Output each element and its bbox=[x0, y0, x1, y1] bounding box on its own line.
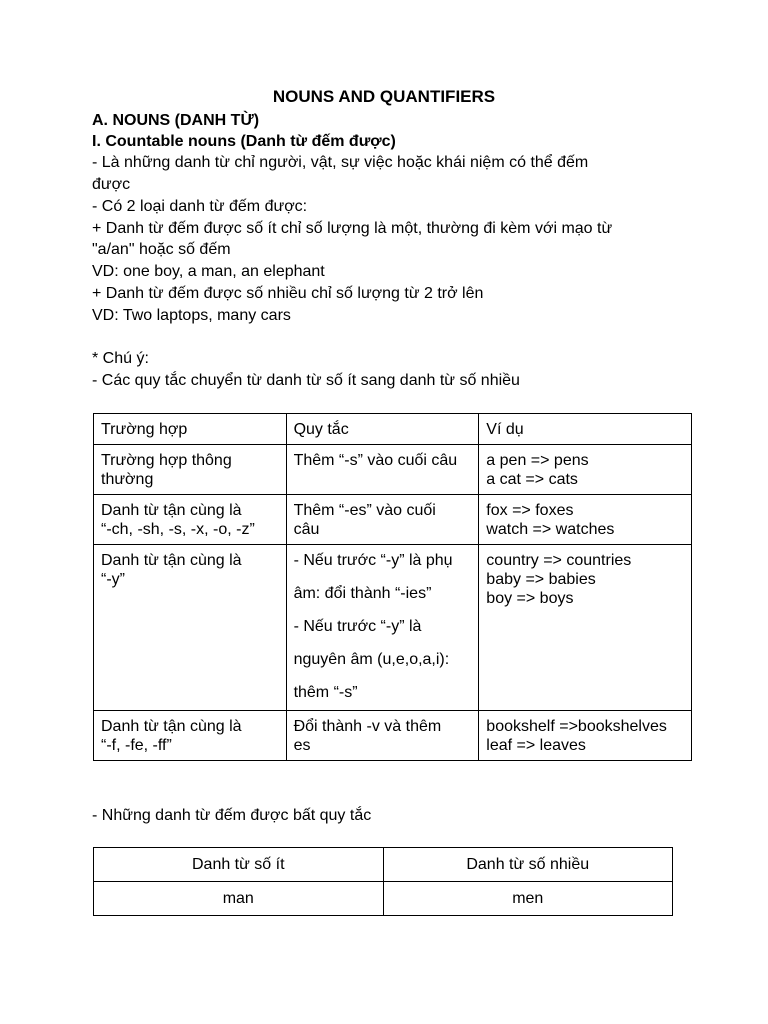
note-label: * Chú ý: bbox=[92, 350, 149, 367]
rule-cell: Đổi thành -v và thêm es bbox=[286, 711, 479, 761]
case-cell: Trường hợp thông thường bbox=[94, 445, 287, 495]
table-row bbox=[94, 711, 692, 761]
body-line: VD: Two laptops, many cars bbox=[92, 307, 291, 324]
table-row bbox=[94, 495, 692, 545]
table-header-row bbox=[94, 414, 692, 445]
note-text: - Các quy tắc chuyển từ danh từ số ít sang danh từ số nhiều bbox=[92, 372, 520, 389]
section-heading-a: A. NOUNS (DANH TỪ) bbox=[92, 112, 260, 129]
body-line: được bbox=[92, 176, 131, 193]
body-line: "a/an" hoặc số đếm bbox=[92, 241, 231, 258]
case-cell: Danh từ tận cùng là “-y” bbox=[94, 545, 287, 711]
plural-cell: men bbox=[383, 882, 673, 916]
header-cell-example: Ví dụ bbox=[479, 414, 692, 445]
irregular-intro: - Những danh từ đếm được bất quy tắc bbox=[92, 807, 372, 824]
document-title: NOUNS AND QUANTIFIERS bbox=[272, 87, 496, 106]
example-cell: country => countries baby => babies boy => boys bbox=[479, 545, 692, 711]
plural-rules-table bbox=[93, 413, 692, 761]
body-line: + Danh từ đếm được số nhiều chỉ số lượng từ 2 trở lên bbox=[92, 285, 484, 302]
example-cell: fox => foxes watch => watches bbox=[479, 495, 692, 545]
header-cell-plural: Danh từ số nhiều bbox=[383, 848, 673, 882]
header-cell-rule: Quy tắc bbox=[286, 414, 479, 445]
table-row bbox=[94, 445, 692, 495]
table-row bbox=[94, 545, 692, 711]
header-cell-case: Trường hợp bbox=[94, 414, 287, 445]
table-header-row bbox=[94, 848, 673, 882]
irregular-nouns-table bbox=[93, 847, 673, 916]
section-heading-i: I. Countable nouns (Danh từ đếm được) bbox=[92, 133, 396, 150]
rule-cell: - Nếu trước “-y” là phụ âm: đổi thành “-ies” - Nếu trước “-y” là nguyên âm (u,e,o,a,i): thêm “-s” bbox=[286, 545, 479, 711]
rule-cell: Thêm “-s” vào cuối câu bbox=[286, 445, 479, 495]
example-cell: a pen => pens a cat => cats bbox=[479, 445, 692, 495]
body-line: - Là những danh từ chỉ người, vật, sự việc hoặc khái niệm có thể đếm bbox=[92, 154, 589, 171]
example-cell: bookshelf =>bookshelves leaf => leaves bbox=[479, 711, 692, 761]
header-cell-singular: Danh từ số ít bbox=[94, 848, 384, 882]
body-line: - Có 2 loại danh từ đếm được: bbox=[92, 198, 308, 215]
singular-cell: man bbox=[94, 882, 384, 916]
table-row bbox=[94, 882, 673, 916]
body-line: VD: one boy, a man, an elephant bbox=[92, 263, 325, 280]
rule-cell: Thêm “-es” vào cuối câu bbox=[286, 495, 479, 545]
case-cell: Danh từ tận cùng là “-ch, -sh, -s, -x, -o, -z” bbox=[94, 495, 287, 545]
case-cell: Danh từ tận cùng là “-f, -fe, -ff” bbox=[94, 711, 287, 761]
body-line: + Danh từ đếm được số ít chỉ số lượng là một, thường đi kèm với mạo từ bbox=[92, 220, 613, 237]
